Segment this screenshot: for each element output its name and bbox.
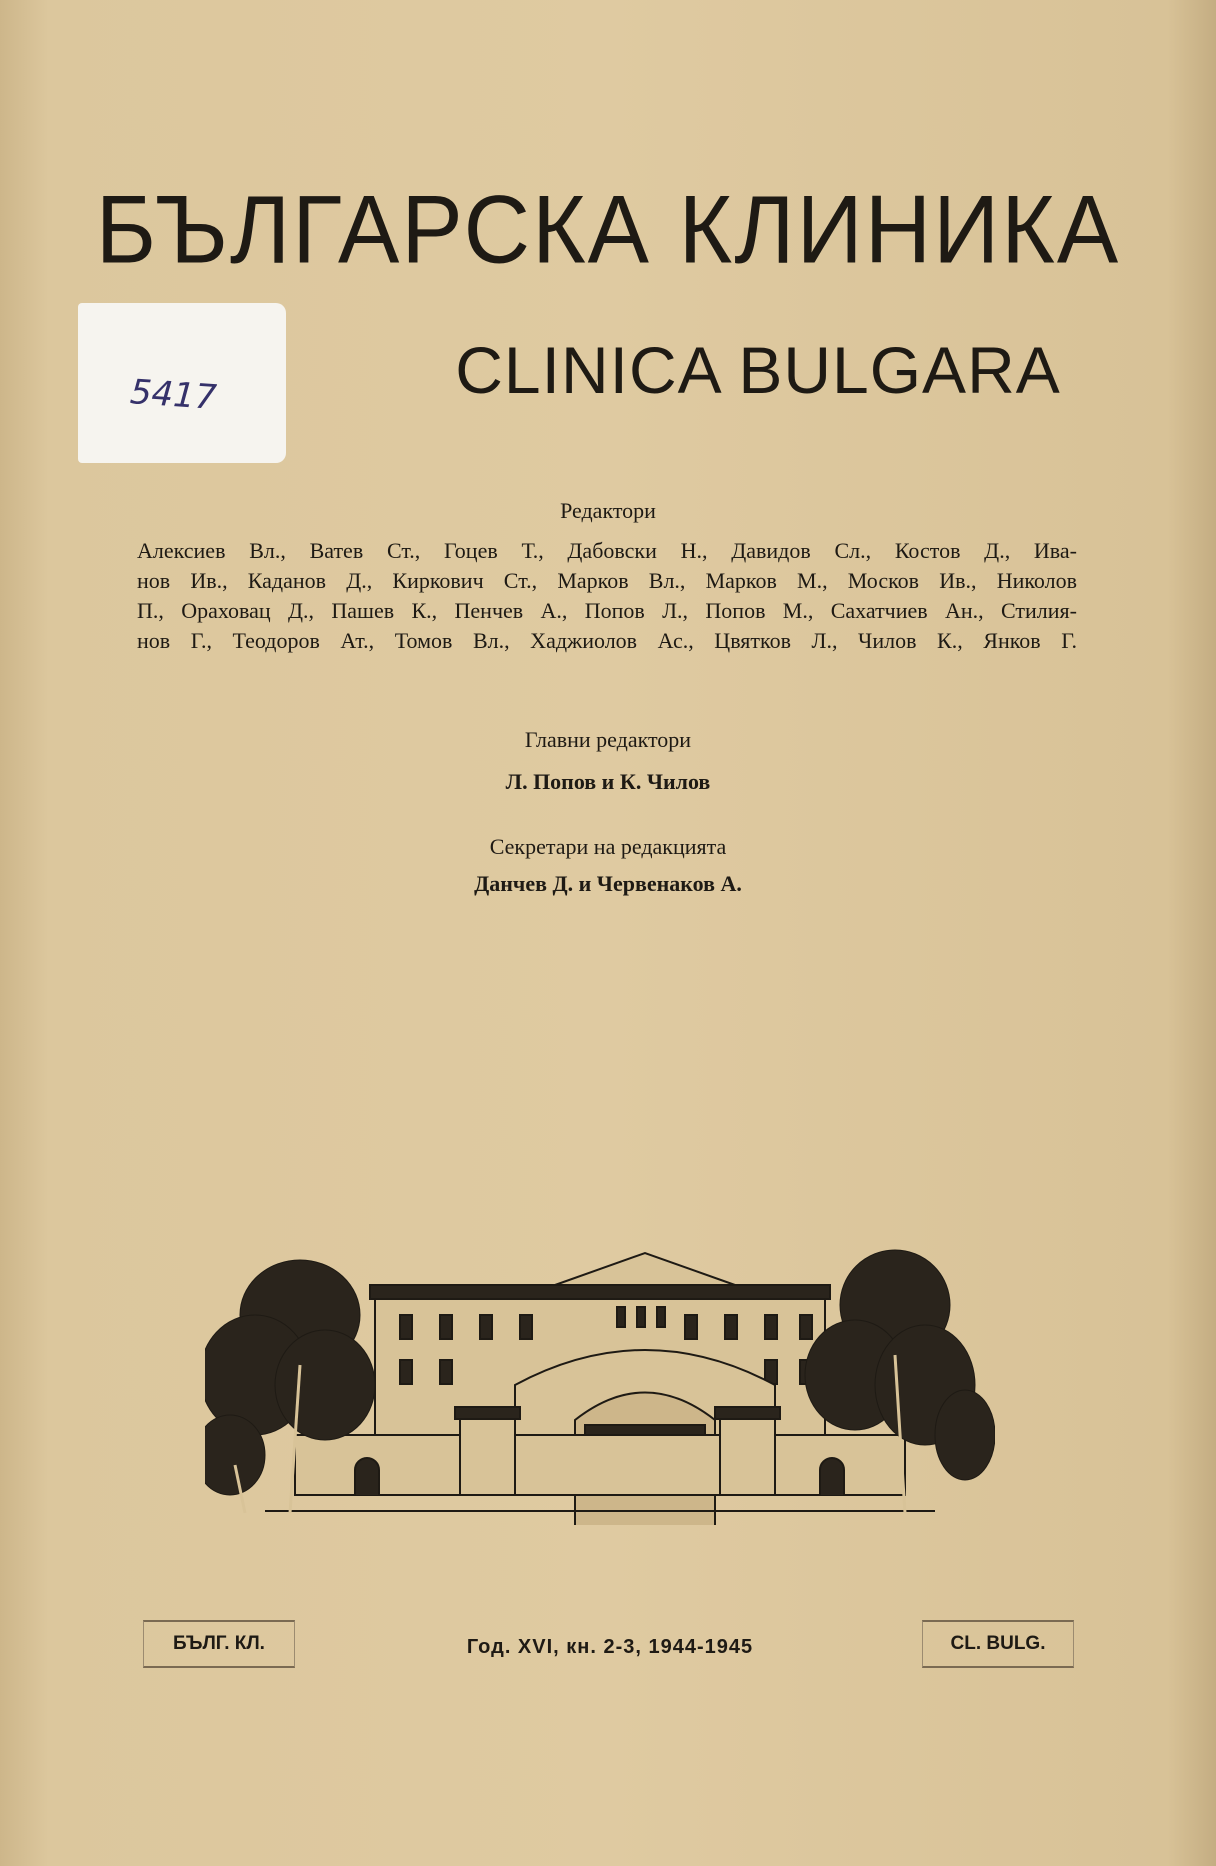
secretaries-label: Секретари на редакцията (489, 834, 727, 859)
clinic-building-illustration (205, 1235, 995, 1525)
abbreviation-latin: CL. BULG. (922, 1620, 1074, 1668)
sticker-number: 5417 (128, 372, 218, 418)
secretaries: Данчев Д. и Червенаков А. (474, 871, 742, 896)
chief-editors-label: Главни редактори (524, 727, 692, 752)
issue-info: Год. XVI, кн. 2-3, 1944-1945 (466, 1636, 754, 1658)
editors-label: Редактори (560, 498, 656, 523)
editors-line: нов Г., Теодоров Ат., Томов Вл., Хаджиолов Ас., Цвятков Л., Чилов К., Янков Г. (137, 628, 1077, 653)
editors-list (137, 536, 1077, 656)
editors-line: нов Ив., Каданов Д., Киркович Ст., Марков Вл., Марков М., Москов Ив., Николов (137, 568, 1077, 593)
journal-title-bulgarian: БЪЛГАРСКА КЛИНИКА (95, 176, 1121, 284)
abbreviation-bulgarian: БЪЛГ. КЛ. (143, 1620, 295, 1668)
chief-editors: Л. Попов и К. Чилов (505, 769, 711, 794)
editors-line: П., Ораховац Д., Пашев К., Пенчев А., Попов Л., Попов М., Сахатчиев Ан., Стилия- (137, 598, 1077, 623)
journal-title-latin: CLINICA BULGARA (455, 333, 1061, 407)
editors-line: Алексиев Вл., Ватев Ст., Гоцев Т., Дабовски Н., Давидов Сл., Костов Д., Ива- (137, 538, 1077, 563)
